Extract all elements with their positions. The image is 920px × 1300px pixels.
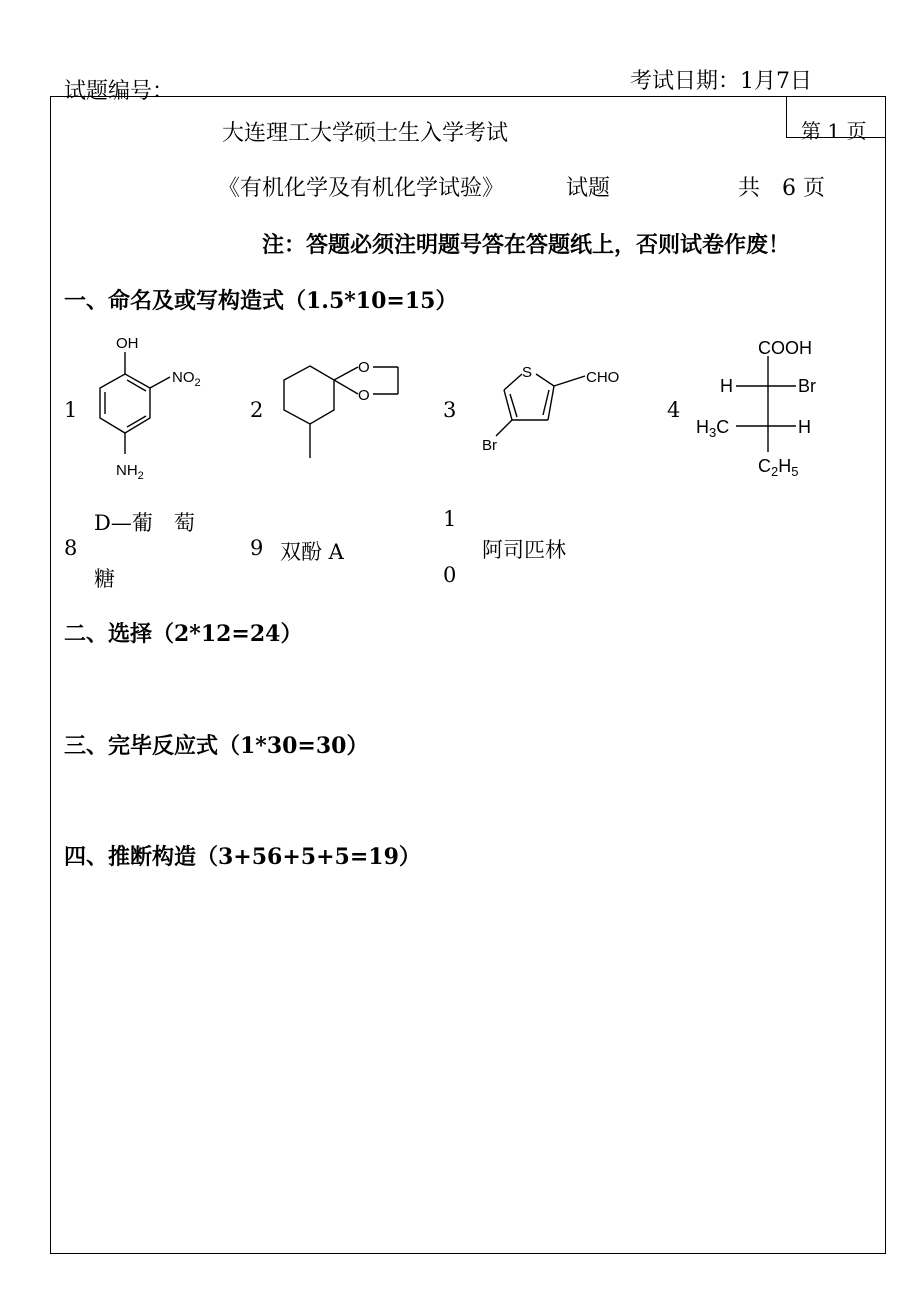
sulfur-label: S [522, 364, 533, 381]
oh-label: OH [116, 335, 139, 352]
question-1-number: 1 [64, 398, 78, 422]
exam-date-label [630, 64, 812, 94]
exam-subject-suffix: 试题 [566, 176, 611, 201]
h3c-label: $H_3C$ [696, 417, 730, 440]
question-8-number: 8 [64, 536, 78, 560]
page-number-text: 第 1 页 [801, 119, 867, 143]
nh2-label: $NH_2$ [116, 462, 144, 482]
exam-subject: 《有机化学及有机化学试验》 [218, 176, 505, 201]
exam-note: 注：答题必须注明题号答在答题纸上，否则试卷作废！ [262, 232, 791, 258]
exam-code-text: 试题编号： [64, 79, 175, 104]
exam-date-text: 考试日期：1月7日 [630, 69, 812, 94]
question-10-text: 阿司匹林 [482, 538, 566, 562]
cooh-label: COOH [758, 338, 812, 358]
question-8-line2: 糖 [94, 567, 115, 591]
cyclohexane-ring [284, 366, 334, 424]
structure-3-bromothiophene [472, 350, 632, 460]
section-1-heading: 一、命名及或写构造式（1.5*10=15） [64, 288, 458, 314]
question-2-number: 2 [250, 398, 264, 422]
question-8-line1: D—葡 萄 [94, 511, 195, 535]
question-3-number: 3 [443, 398, 457, 422]
question-9-number: 9 [250, 536, 264, 560]
question-4-number: 4 [667, 398, 681, 422]
structure-4-fischer-projection [690, 330, 840, 480]
page-number-box [786, 96, 886, 143]
h-left-label: H [720, 376, 733, 396]
exam-code-label [64, 72, 175, 104]
question-9-text: 双酚 A [280, 540, 344, 564]
section-4-heading: 四、推断构造（3+56+5+5=19） [64, 844, 421, 870]
bromo-label: Br [482, 437, 497, 454]
br-label: Br [798, 376, 816, 396]
total-pages: 共 6 页 [738, 176, 825, 201]
section-3-heading: 三、完毕反应式（1*30=30） [64, 733, 369, 759]
section-2-heading: 二、选择（2*12=24） [64, 621, 303, 647]
question-10-number-bottom: 0 [443, 563, 457, 587]
structure-1-nitroaminophenol [80, 330, 230, 490]
exam-title: 大连理工大学硕士生入学考试 [222, 121, 509, 146]
cho-label: CHO [586, 369, 620, 386]
h-right-label: H [798, 417, 811, 437]
structure-2-spiroketal [270, 340, 420, 470]
oxygen-1-label: O [358, 359, 370, 376]
no2-label: $NO_2$ [172, 369, 201, 389]
c2h5-label: $C_2H_5$ [758, 456, 799, 479]
oxygen-2-label: O [358, 387, 370, 404]
exam-frame [50, 96, 886, 1254]
question-10-number-top: 1 [443, 507, 457, 531]
benzene-ring [100, 374, 150, 433]
